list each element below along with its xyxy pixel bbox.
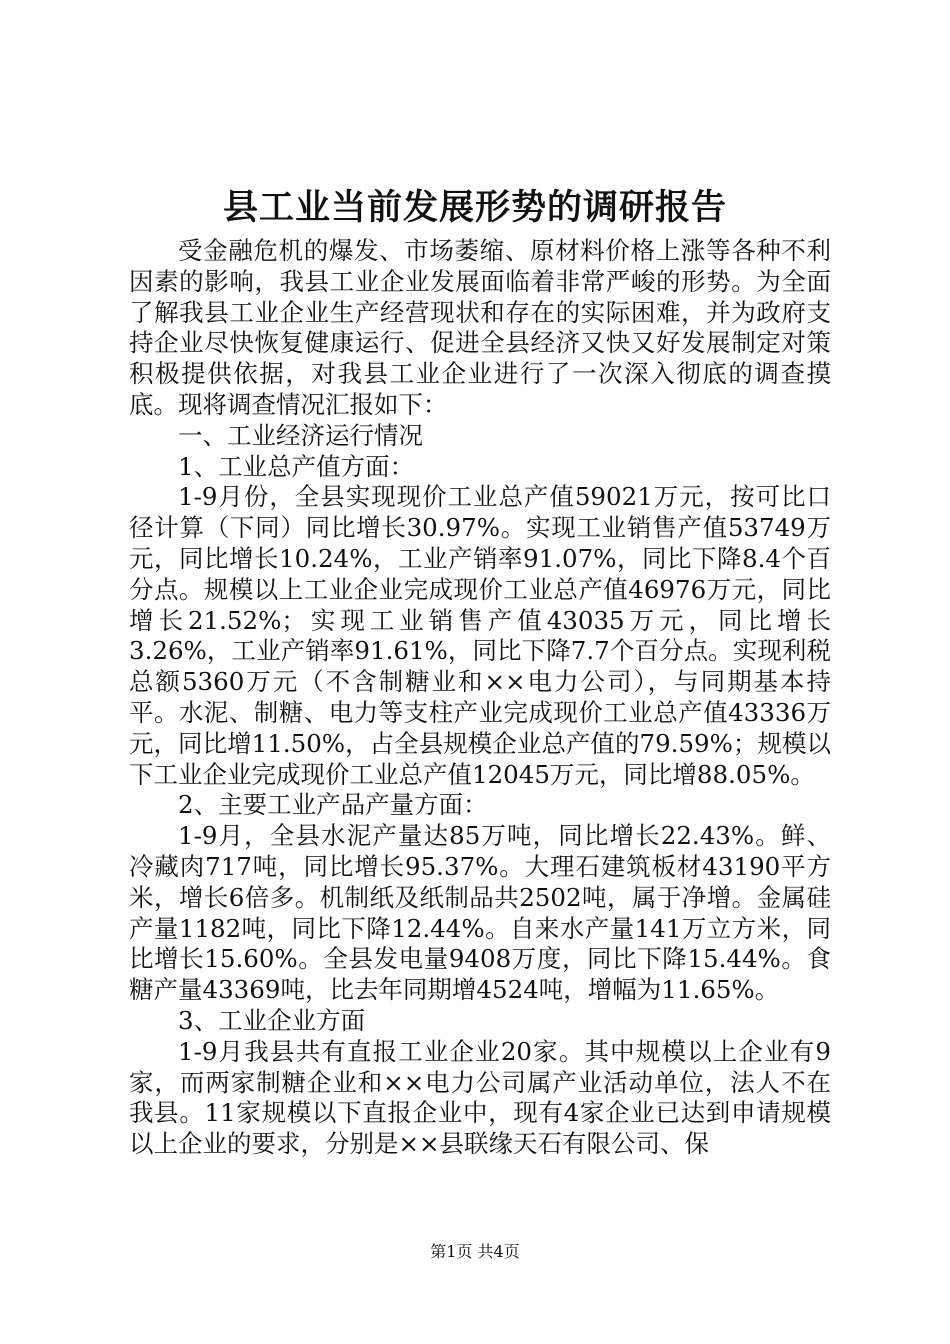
paragraph-intro: 受金融危机的爆发、市场萎缩、原材料价格上涨等各种不利因素的影响，我县工业企业发展面临着非常严峻的形势。为全面了解我县工业企业生产经营现状和存在的实际困难，并为政府支持企业尽快恢复健康运行、促进全县经济又快又好发展制定对策积极提供依据，对我县工业企业进行了一次深入彻底的调查摸底。现将调查情况汇报如下： bbox=[129, 236, 831, 419]
paragraph-enterprises: 1-9月我县共有直报工业企业20家。其中规模以上企业有9家，而两家制糖企业和××电力公司属产业活动单位，法人不在我县。11家规模以下直报企业中，现有4家企业已达到申请规模以上企业的要求，分别是××县联缘天石有限公司、保 bbox=[129, 1036, 831, 1159]
document-body bbox=[129, 236, 831, 1160]
paragraph-products: 1-9月，全县水泥产量达85万吨，同比增长22.43%。鲜、冷藏肉717吨，同比增长95.37%。大理石建筑板材43190平方米，增长6倍多。机制纸及纸制品共2502吨，属于净增。金属硅产量1182吨，同比下降12.44%。自来水产量141万立方米，同比增长15.60%。全县发电量9408万度，同比下降15.44%。食糖产量43369吨，比去年同期增4524吨，增幅为11.65%。 bbox=[129, 821, 831, 1005]
subsection-heading-output-value: 1、工业总产值方面： bbox=[178, 451, 415, 481]
section-heading-1: 一、工业经济运行情况 bbox=[178, 420, 423, 450]
document-title: 县工业当前发展形势的调研报告 bbox=[222, 187, 727, 228]
subsection-heading-products: 2、主要工业产品产量方面： bbox=[178, 790, 488, 820]
subsection-heading-enterprises: 3、工业企业方面 bbox=[178, 1005, 366, 1035]
page-footer: 第1页 共4页 bbox=[430, 1242, 520, 1261]
paragraph-output-value: 1-9月份，全县实现现价工业总产值59021万元，按可比口径计算（下同）同比增长30.97%。实现工业销售产值53749万元，同比增长10.24%，工业产销率91.07%，同比下降8.4个百分点。规模以上工业企业完成现价工业总产值46976万元，同比增长21.52%；实现工业销售产值43035万元，同比增长3.26%，工业产销率91.61%，同比下降7.7个百分点。实现利税总额5360万元（不含制糖业和××电力公司），与同期基本持平。水泥、制糖、电力等支柱产业完成现价工业总产值43336万元，同比增11.50%，占全县规模企业总产值的79.59%；规模以下工业企业完成现价工业总产值12045万元，同比增88.05%。 bbox=[129, 482, 831, 789]
